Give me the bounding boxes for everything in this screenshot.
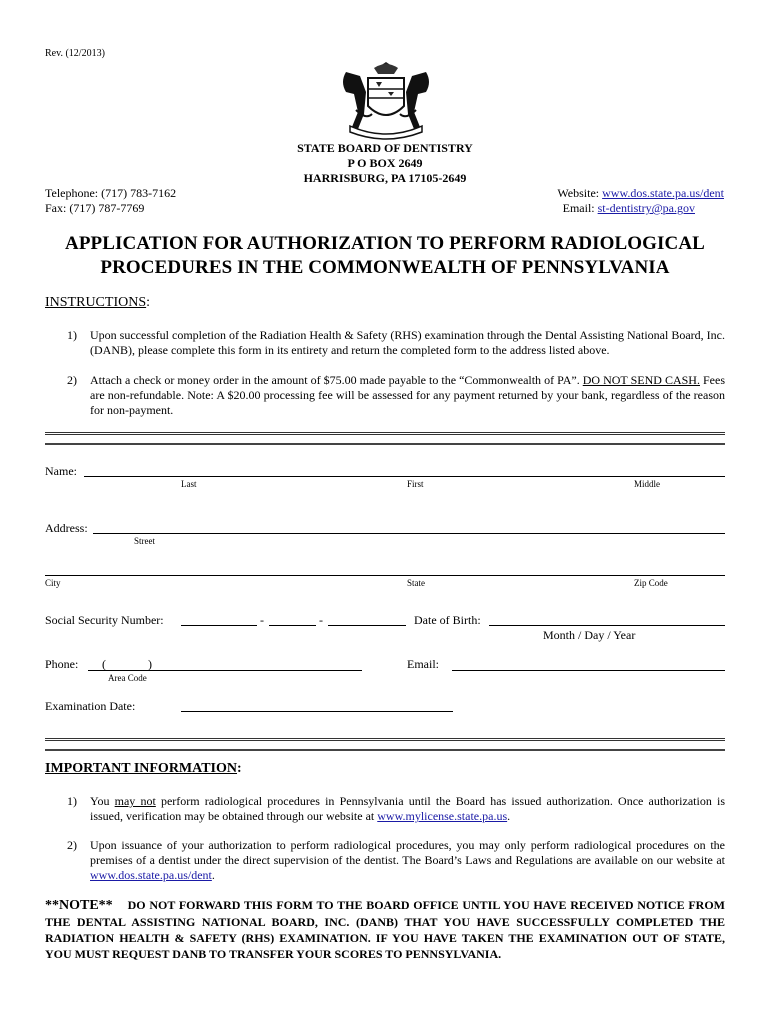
address-street-field[interactable] xyxy=(93,533,725,534)
name-label: Name: xyxy=(45,464,77,478)
section-divider-bottom xyxy=(45,738,725,751)
phone-field[interactable] xyxy=(88,670,362,671)
phone-label: Phone: xyxy=(45,657,79,671)
dent-website-link[interactable]: www.dos.state.pa.us/dent xyxy=(90,868,212,882)
email-field[interactable] xyxy=(452,670,725,671)
street-caption: Street xyxy=(134,536,155,546)
phone-open-paren: ( xyxy=(102,657,106,671)
mylicense-link[interactable]: www.mylicense.state.pa.us xyxy=(377,809,508,823)
email-label: Email: xyxy=(562,201,595,215)
revision-date: Rev. (12/2013) xyxy=(45,48,105,59)
board-name: STATE BOARD OF DENTISTRY xyxy=(297,141,473,155)
instructions-heading: INSTRUCTIONS: xyxy=(45,295,151,310)
note-text: DO NOT FORWARD THIS FORM TO THE BOARD OFFICE UNTIL YOU HAVE RECEIVED NOTICE FROM THE DENTAL ASSISTING NATIONAL BOARD, INC. (DANB) THAT YOU HAVE SUCCESSFULLY COMPLETED THE RADIATION HEALTH & SAFETY (RHS) EXAMINATION. IF YOU HAVE TAKEN THE EXAMINATION OUT OF STATE, YOU MUST REQUEST DANB TO TRANSFER YOUR SCORES TO PENNSYLVANIA. xyxy=(45,898,725,961)
ssn-sep-2: - xyxy=(319,613,323,627)
name-middle-caption: Middle xyxy=(634,479,660,489)
fax-label: Fax: xyxy=(45,201,67,215)
email-link[interactable]: st-dentistry@pa.gov xyxy=(597,201,695,215)
pennsylvania-seal-icon xyxy=(336,62,436,140)
name-last-caption: Last xyxy=(181,479,197,489)
ssn-part-3[interactable] xyxy=(328,625,406,626)
address-city-field[interactable] xyxy=(45,575,725,576)
important-note xyxy=(45,897,725,962)
section-divider-top xyxy=(45,432,725,445)
instruction-item-1: 1) Upon successful completion of the Radiation Health & Safety (RHS) examination through the Dental Assisting National Board, Inc. (DANB), please complete this form in its entirety and return the completed form to the address listed above. xyxy=(67,328,725,357)
ssn-part-2[interactable] xyxy=(269,625,316,626)
important-heading: IMPORTANT INFORMATION: xyxy=(45,761,242,776)
telephone-label: Telephone: xyxy=(45,186,99,200)
board-city-zip: HARRISBURG, PA 17105-2649 xyxy=(303,171,467,185)
name-field[interactable] xyxy=(84,476,725,477)
area-code-caption: Area Code xyxy=(108,673,147,683)
website-label: Website: xyxy=(557,186,600,200)
ssn-part-1[interactable] xyxy=(181,625,257,626)
dob-label: Date of Birth: xyxy=(414,613,481,627)
website-link[interactable]: www.dos.state.pa.us/dent xyxy=(602,186,724,200)
dob-field[interactable] xyxy=(489,625,725,626)
important-item-2: 2) Upon issuance of your authorization to perform radiological procedures, you may only perform radiological procedures on the premises of a dentist under the direct supervision of the dentist. The Board’s Laws and Regulations are available on our website at www.dos.state.pa.us/dent. xyxy=(67,838,725,882)
ssn-sep-1: - xyxy=(260,613,264,627)
exam-date-label: Examination Date: xyxy=(45,699,136,713)
ssn-label: Social Security Number: xyxy=(45,613,164,627)
important-item-1: 1) You may not perform radiological procedures in Pennsylvania until the Board has issued authorization. Once authorization is issued, verification may be obtained through our website at www.mylicense.state.pa.us. xyxy=(67,794,726,823)
board-po-box: P O BOX 2649 xyxy=(347,156,423,170)
title-line-1: APPLICATION FOR AUTHORIZATION TO PERFORM RADIOLOGICAL xyxy=(65,233,705,254)
website-line xyxy=(557,186,724,201)
state-caption: State xyxy=(407,578,425,588)
page-title xyxy=(20,232,750,280)
phone-close-paren: ) xyxy=(148,657,152,671)
zip-caption: Zip Code xyxy=(634,578,668,588)
city-caption: City xyxy=(45,578,61,588)
telephone-number: (717) 783-7162 xyxy=(101,186,177,200)
fax-number: (717) 787-7769 xyxy=(69,201,145,215)
instruction-item-2: 2) Attach a check or money order in the amount of $75.00 made payable to the “Commonwealth of PA”. DO NOT SEND CASH. Fees are non-refundable. Note: A $20.00 processing fee will be assessed for any payment returned by your bank, regardless of the reason for non-payment. xyxy=(67,373,726,417)
fax-line xyxy=(45,201,144,216)
name-first-caption: First xyxy=(407,479,424,489)
email-field-label: Email: xyxy=(407,657,439,671)
title-line-2: PROCEDURES IN THE COMMONWEALTH OF PENNSYLVANIA xyxy=(100,257,670,278)
telephone-line xyxy=(45,186,176,201)
address-label: Address: xyxy=(45,521,88,535)
note-label: **NOTE** xyxy=(45,898,113,913)
email-line xyxy=(563,201,695,216)
dob-format: Month / Day / Year xyxy=(543,628,636,642)
exam-date-field[interactable] xyxy=(181,711,453,712)
